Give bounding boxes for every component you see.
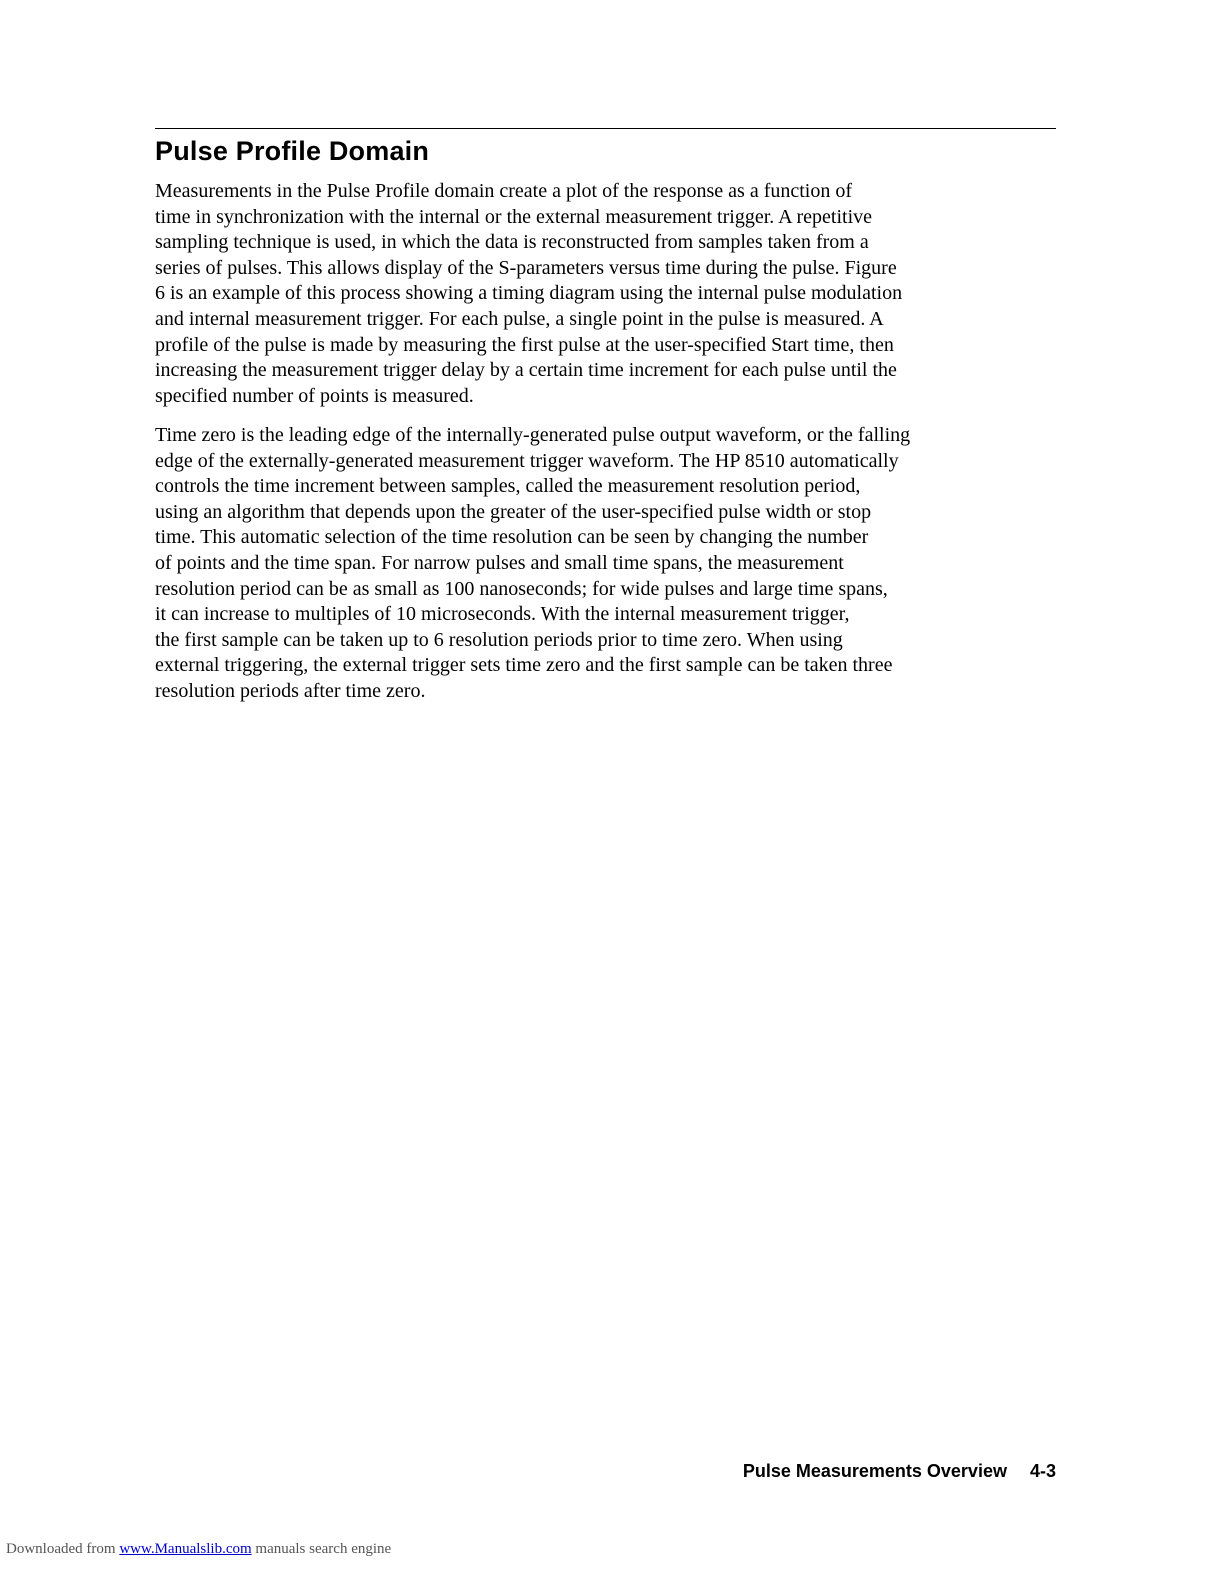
paragraph-line: controls the time increment between samples, called the measurement resolution period, [155,475,861,498]
manualslib-link[interactable]: www.Manualslib.com [119,1541,252,1557]
paragraph-1 [155,179,1060,409]
download-note-suffix: manuals search engine [255,1541,392,1557]
paragraph-line: using an algorithm that depends upon the greater of the user-specified pulse width or stop [155,500,872,523]
paragraph-line: increasing the measurement trigger delay by a certain time increment for each pulse until the [155,359,897,382]
paragraph-line: Measurements in the Pulse Profile domain create a plot of the response as a function of [155,180,853,202]
paragraph-line: resolution period can be as small as 100 nanoseconds; for wide pulses and large time spans, [155,577,888,600]
paragraph-line: sampling technique is used, in which the data is reconstructed from samples taken from a [155,231,869,254]
paragraph-2 [155,423,1060,705]
paragraph-line: it can increase to multiples of 10 microseconds. With the internal measurement trigger, [155,603,850,626]
section-title: Pulse Profile Domain [155,136,430,166]
download-note-prefix: Downloaded from [6,1541,116,1557]
paragraph-line: time in synchronization with the internal or the external measurement trigger. A repetitive [155,205,873,228]
paragraph-line: series of pulses. This allows display of the S-parameters versus time during the pulse. Figure [155,256,897,279]
paragraph-line: specified number of points is measured. [155,384,474,407]
paragraph-line: external triggering, the external trigger sets time zero and the first sample can be taken three [155,654,893,677]
paragraph-line: Time zero is the leading edge of the internally-generated pulse output waveform, or the falling [155,424,911,446]
running-title: Pulse Measurements Overview [742,1461,1007,1481]
page-number: 4-3 [1029,1461,1056,1481]
paragraph-line: time. This automatic selection of the time resolution can be seen by changing the number [155,526,869,549]
paragraph-line: profile of the pulse is made by measuring the first pulse at the user-specified Start time, then [155,333,894,356]
paragraph-line: edge of the externally-generated measurement trigger waveform. The HP 8510 automatically [155,449,899,472]
paragraph-line: 6 is an example of this process showing a timing diagram using the internal pulse modulation [155,282,903,305]
page-footer [743,1459,1056,1483]
paragraph-line: of points and the time span. For narrow pulses and small time spans, the measurement [155,551,844,574]
paragraph-line: resolution periods after time zero. [155,679,426,702]
download-note [6,1541,391,1558]
paragraph-line: the first sample can be taken up to 6 resolution periods prior to time zero. When using [155,628,843,651]
paragraph-line: and internal measurement trigger. For each pulse, a single point in the pulse is measured. A [155,307,884,330]
section-rule [155,128,1056,129]
